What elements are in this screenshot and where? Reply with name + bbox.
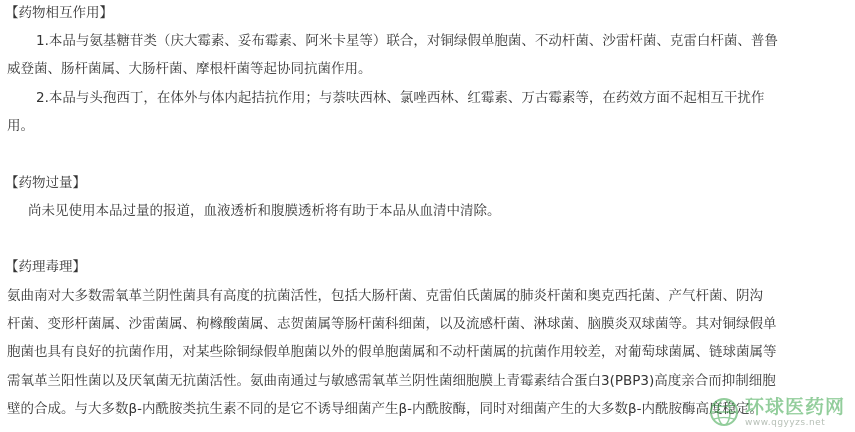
- pharmacology-paragraph-line-2: 杆菌、变形杆菌属、沙雷菌属、枸橼酸菌属、志贺菌属等肠杆菌科细菌，以及流感杆菌、淋球菌、脑膜炎双球菌等。其对铜绿假单: [7, 316, 777, 332]
- interactions-paragraph-2-line-2: 用。: [7, 118, 34, 134]
- section-heading-pharmacology: 【药理毒理】: [5, 259, 86, 275]
- pharmacology-paragraph-line-1: 氨曲南对大多数需氧革兰阴性菌具有高度的抗菌活性，包括大肠杆菌、克雷伯氏菌属的肺炎杆菌和奥克西托菌、产气杆菌、阴沟: [7, 288, 763, 304]
- pharmacology-paragraph-line-5: 壁的合成。与大多数β-内酰胺类抗生素不同的是它不诱导细菌产生β-内酰胺酶，同时对细菌产生的大多数β-内酰胺酶高度稳定。: [7, 401, 763, 417]
- pharmacology-paragraph-line-3: 胞菌也具有良好的抗菌作用，对某些除铜绿假单胞菌以外的假单胞菌属和不动杆菌属的抗菌作用较差，对葡萄球菌属、链球菌属等: [7, 344, 777, 360]
- watermark-text-block: [745, 396, 845, 428]
- globe-logo-icon: [709, 397, 739, 427]
- watermark-site-url: www.qgyyzs.net: [744, 418, 826, 428]
- pharmacology-paragraph-line-4: 需氧革兰阳性菌以及厌氧菌无抗菌活性。氨曲南通过与敏感需氧革兰阴性菌细胞膜上青霉素结合蛋白3(PBP3)高度亲合而抑制细胞: [7, 373, 776, 389]
- interactions-paragraph-2-line-1: 2.本品与头孢西丁，在体外与体内起拮抗作用；与萘呋西林、氯唑西林、红霉素、万古霉素等，在药效方面不起相互干扰作: [36, 90, 765, 106]
- section-heading-interactions: 【药物相互作用】: [5, 5, 113, 21]
- site-watermark: [709, 396, 845, 428]
- watermark-site-name: 环球医药网: [744, 396, 845, 418]
- overdose-paragraph-line-1: 尚未见使用本品过量的报道，血液透析和腹膜透析将有助于本品从血清中清除。: [28, 203, 501, 219]
- section-heading-overdose: 【药物过量】: [5, 175, 86, 191]
- interactions-paragraph-1-line-2: 威登菌、肠杆菌属、大肠杆菌、摩根杆菌等起协同抗菌作用。: [7, 61, 372, 77]
- interactions-paragraph-1-line-1: 1.本品与氨基糖苷类（庆大霉素、妥布霉素、阿米卡星等）联合，对铜绿假单胞菌、不动杆菌、沙雷杆菌、克雷白杆菌、普鲁: [36, 33, 778, 49]
